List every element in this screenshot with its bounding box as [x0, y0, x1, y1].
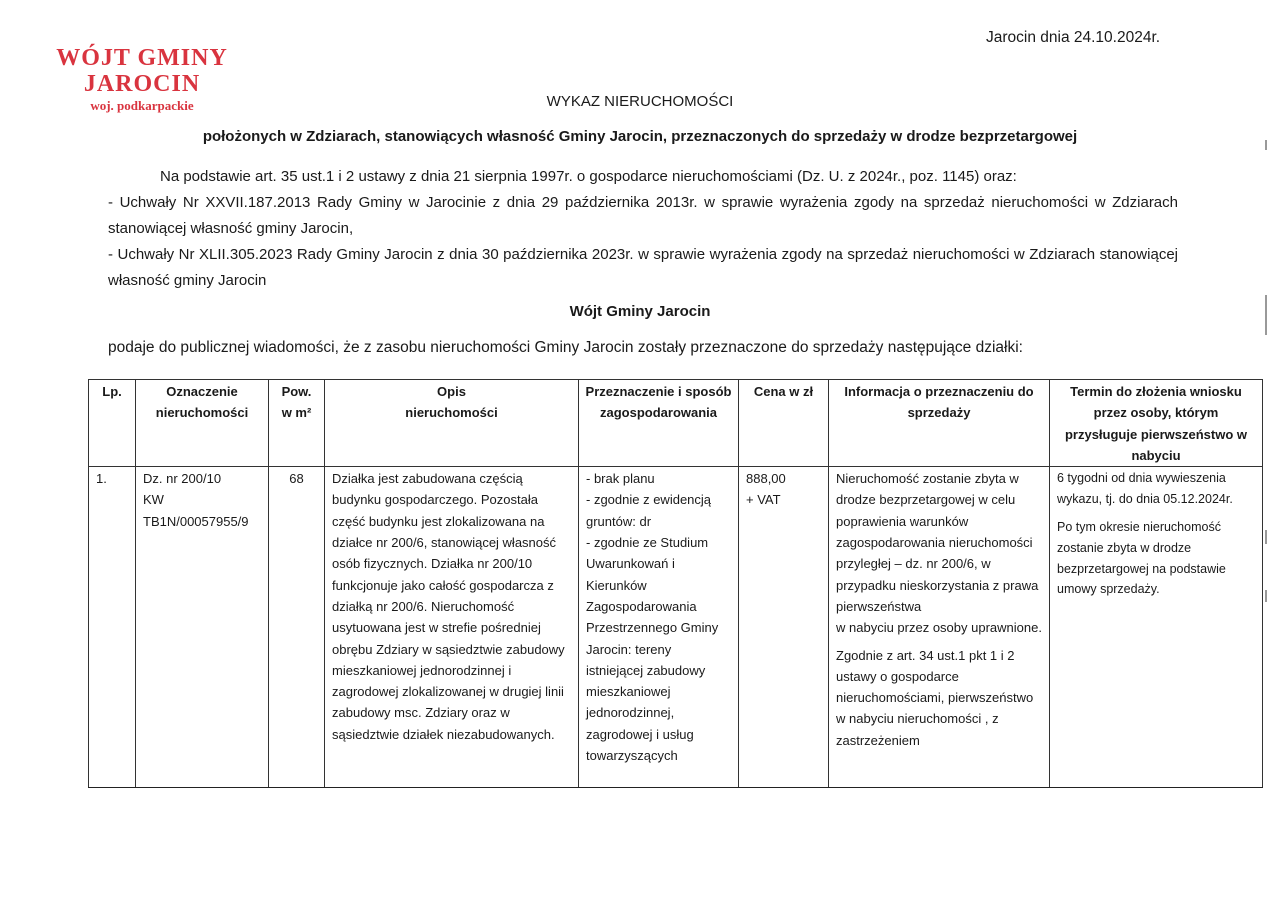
- mayor-heading: Wójt Gminy Jarocin: [569, 303, 711, 320]
- property-table: [88, 379, 1263, 788]
- land-register-label: KW: [143, 492, 164, 508]
- cell-oznaczenie: [136, 467, 269, 788]
- table-header-row: [89, 380, 1263, 467]
- legal-basis-act: Na podstawie art. 35 ust.1 i 2 ustawy z dnia 21 sierpnia 1997r. o gospodarce nieruchomościami (Dz. U. z 2024r., poz. 1145) oraz:: [160, 168, 1017, 185]
- price-value: 888,00: [746, 471, 786, 487]
- purpose-register: - zgodnie z ewidencją gruntów: dr: [586, 492, 712, 529]
- header-opis-line2: nieruchomości: [405, 405, 498, 421]
- resolution-2013: - Uchwały Nr XXVII.187.2013 Rady Gminy w Jarocinie z dnia 29 października 2013r. w sprawie wyrażenia zgody na sprzedaż nieruchomości w Zdziarach stanowiącej własność gminy Jarocin,: [108, 194, 1178, 237]
- header-oznaczenie-line1: Oznaczenie: [166, 384, 238, 399]
- table-row: [89, 467, 1263, 788]
- cell-sale-info: [829, 467, 1050, 788]
- header-oznaczenie: [136, 380, 269, 467]
- header-oznaczenie-line2: nieruchomości: [155, 405, 249, 421]
- document-subtitle: położonych w Zdziarach, stanowiących własność Gminy Jarocin, przeznaczonych do sprzedaży w drodze bezprzetargowej: [202, 128, 1078, 145]
- header-opis: [325, 380, 579, 467]
- scan-edge-mark: [1265, 590, 1267, 602]
- header-pow-line2: w m²: [281, 405, 312, 421]
- deadline-note: Po tym okresie nieruchomość zostanie zbyta w drodze bezprzetargowej na podstawie umowy sprzedaży.: [1057, 520, 1226, 597]
- price-vat: + VAT: [746, 492, 781, 508]
- cell-price: [739, 467, 829, 788]
- land-register-number: TB1N/00057955/9: [143, 513, 249, 529]
- resolution-2023: - Uchwały Nr XLII.305.2023 Rady Gminy Jarocin z dnia 30 października 2023r. w sprawie wyrażenia zgody na sprzedaż nieruchomości w Zdziarach stanowiącej własność gminy Jarocin: [108, 246, 1178, 289]
- legal-basis: [108, 164, 1178, 294]
- cell-lp: 1.: [89, 467, 136, 788]
- cell-description: Działka jest zabudowana częścią budynku gospodarczego. Pozostała część budynku jest zlokalizowana na działce nr 200/6, stanowiącej własność osób fizycznych. Działka nr 200/10 funkcjonuje jako całość gospodarcza z działką nr 200/6. Nieruchomość usytuowana jest w strefie pośredniej obrębu Zdziary w sąsiedztwie zabudowy mieszkaniowej jednorodzinnej i zagrodowej zlokalizowanej w drugiej linii zabudowy msc. Zdziary oraz w sąsiedztwie działek niezabudowanych.: [325, 467, 579, 788]
- sale-info-2: w nabyciu przez osoby uprawnione.: [836, 620, 1042, 636]
- cell-area: 68: [269, 467, 325, 788]
- scan-edge-mark: [1265, 140, 1267, 150]
- scan-edge-mark: [1265, 295, 1267, 335]
- stamp-line-1: WÓJT GMINY: [56, 45, 228, 71]
- header-przeznaczenie: Przeznaczenie i sposób zagospodarowania: [579, 380, 739, 467]
- header-opis-line1: Opis: [437, 384, 466, 399]
- header-pow: [269, 380, 325, 467]
- sale-info-3: Zgodnie z art. 34 ust.1 pkt 1 i 2 ustawy o gospodarce nieruchomościami, pierwszeństwo w nabyciu nieruchomości , z zastrzeżeniem: [836, 647, 1034, 748]
- purpose-study: - zgodnie ze Studium Uwarunkowań i Kierunków Zagospodarowania Przestrzennego Gminy Jarocin: tereny istniejącej zabudowy mieszkaniowej jednorodzinnej, zagrodowej i usług towarzyszących: [586, 535, 719, 764]
- header-termin: Termin do złożenia wniosku przez osoby, którym przysługuje pierwszeństwo w nabyciu: [1050, 380, 1263, 467]
- cell-purpose: [579, 467, 739, 788]
- place-date: Jarocin dnia 24.10.2024r.: [986, 29, 1161, 46]
- intro-text: podaje do publicznej wiadomości, że z zasobu nieruchomości Gminy Jarocin zostały przeznaczone do sprzedaży następujące działki:: [108, 339, 1023, 356]
- header-pow-line1: Pow.: [281, 384, 312, 399]
- document-title: WYKAZ NIERUCHOMOŚCI: [546, 93, 734, 110]
- cell-deadline: [1050, 467, 1263, 788]
- stamp-line-2: JAROCIN: [83, 71, 201, 97]
- header-lp: Lp.: [89, 380, 136, 467]
- header-cena: Cena w zł: [739, 380, 829, 467]
- plot-number: Dz. nr 200/10: [143, 471, 222, 487]
- sale-info-1: Nieruchomość zostanie zbyta w drodze bezprzetargowej w celu poprawienia warunków zagospodarowania nieruchomości przyległej – dz. nr 200/6, w przypadku nieskorzystania z prawa pierwszeństwa: [836, 471, 1039, 614]
- header-informacja: Informacja o przeznaczeniu do sprzedaży: [829, 380, 1050, 467]
- scan-edge-mark: [1265, 530, 1267, 544]
- stamp-line-3: woj. podkarpackie: [90, 98, 194, 113]
- purpose-plan: - brak planu: [586, 471, 655, 487]
- deadline-text: 6 tygodni od dnia wywieszenia wykazu, tj. do dnia 05.12.2024r.: [1057, 471, 1233, 506]
